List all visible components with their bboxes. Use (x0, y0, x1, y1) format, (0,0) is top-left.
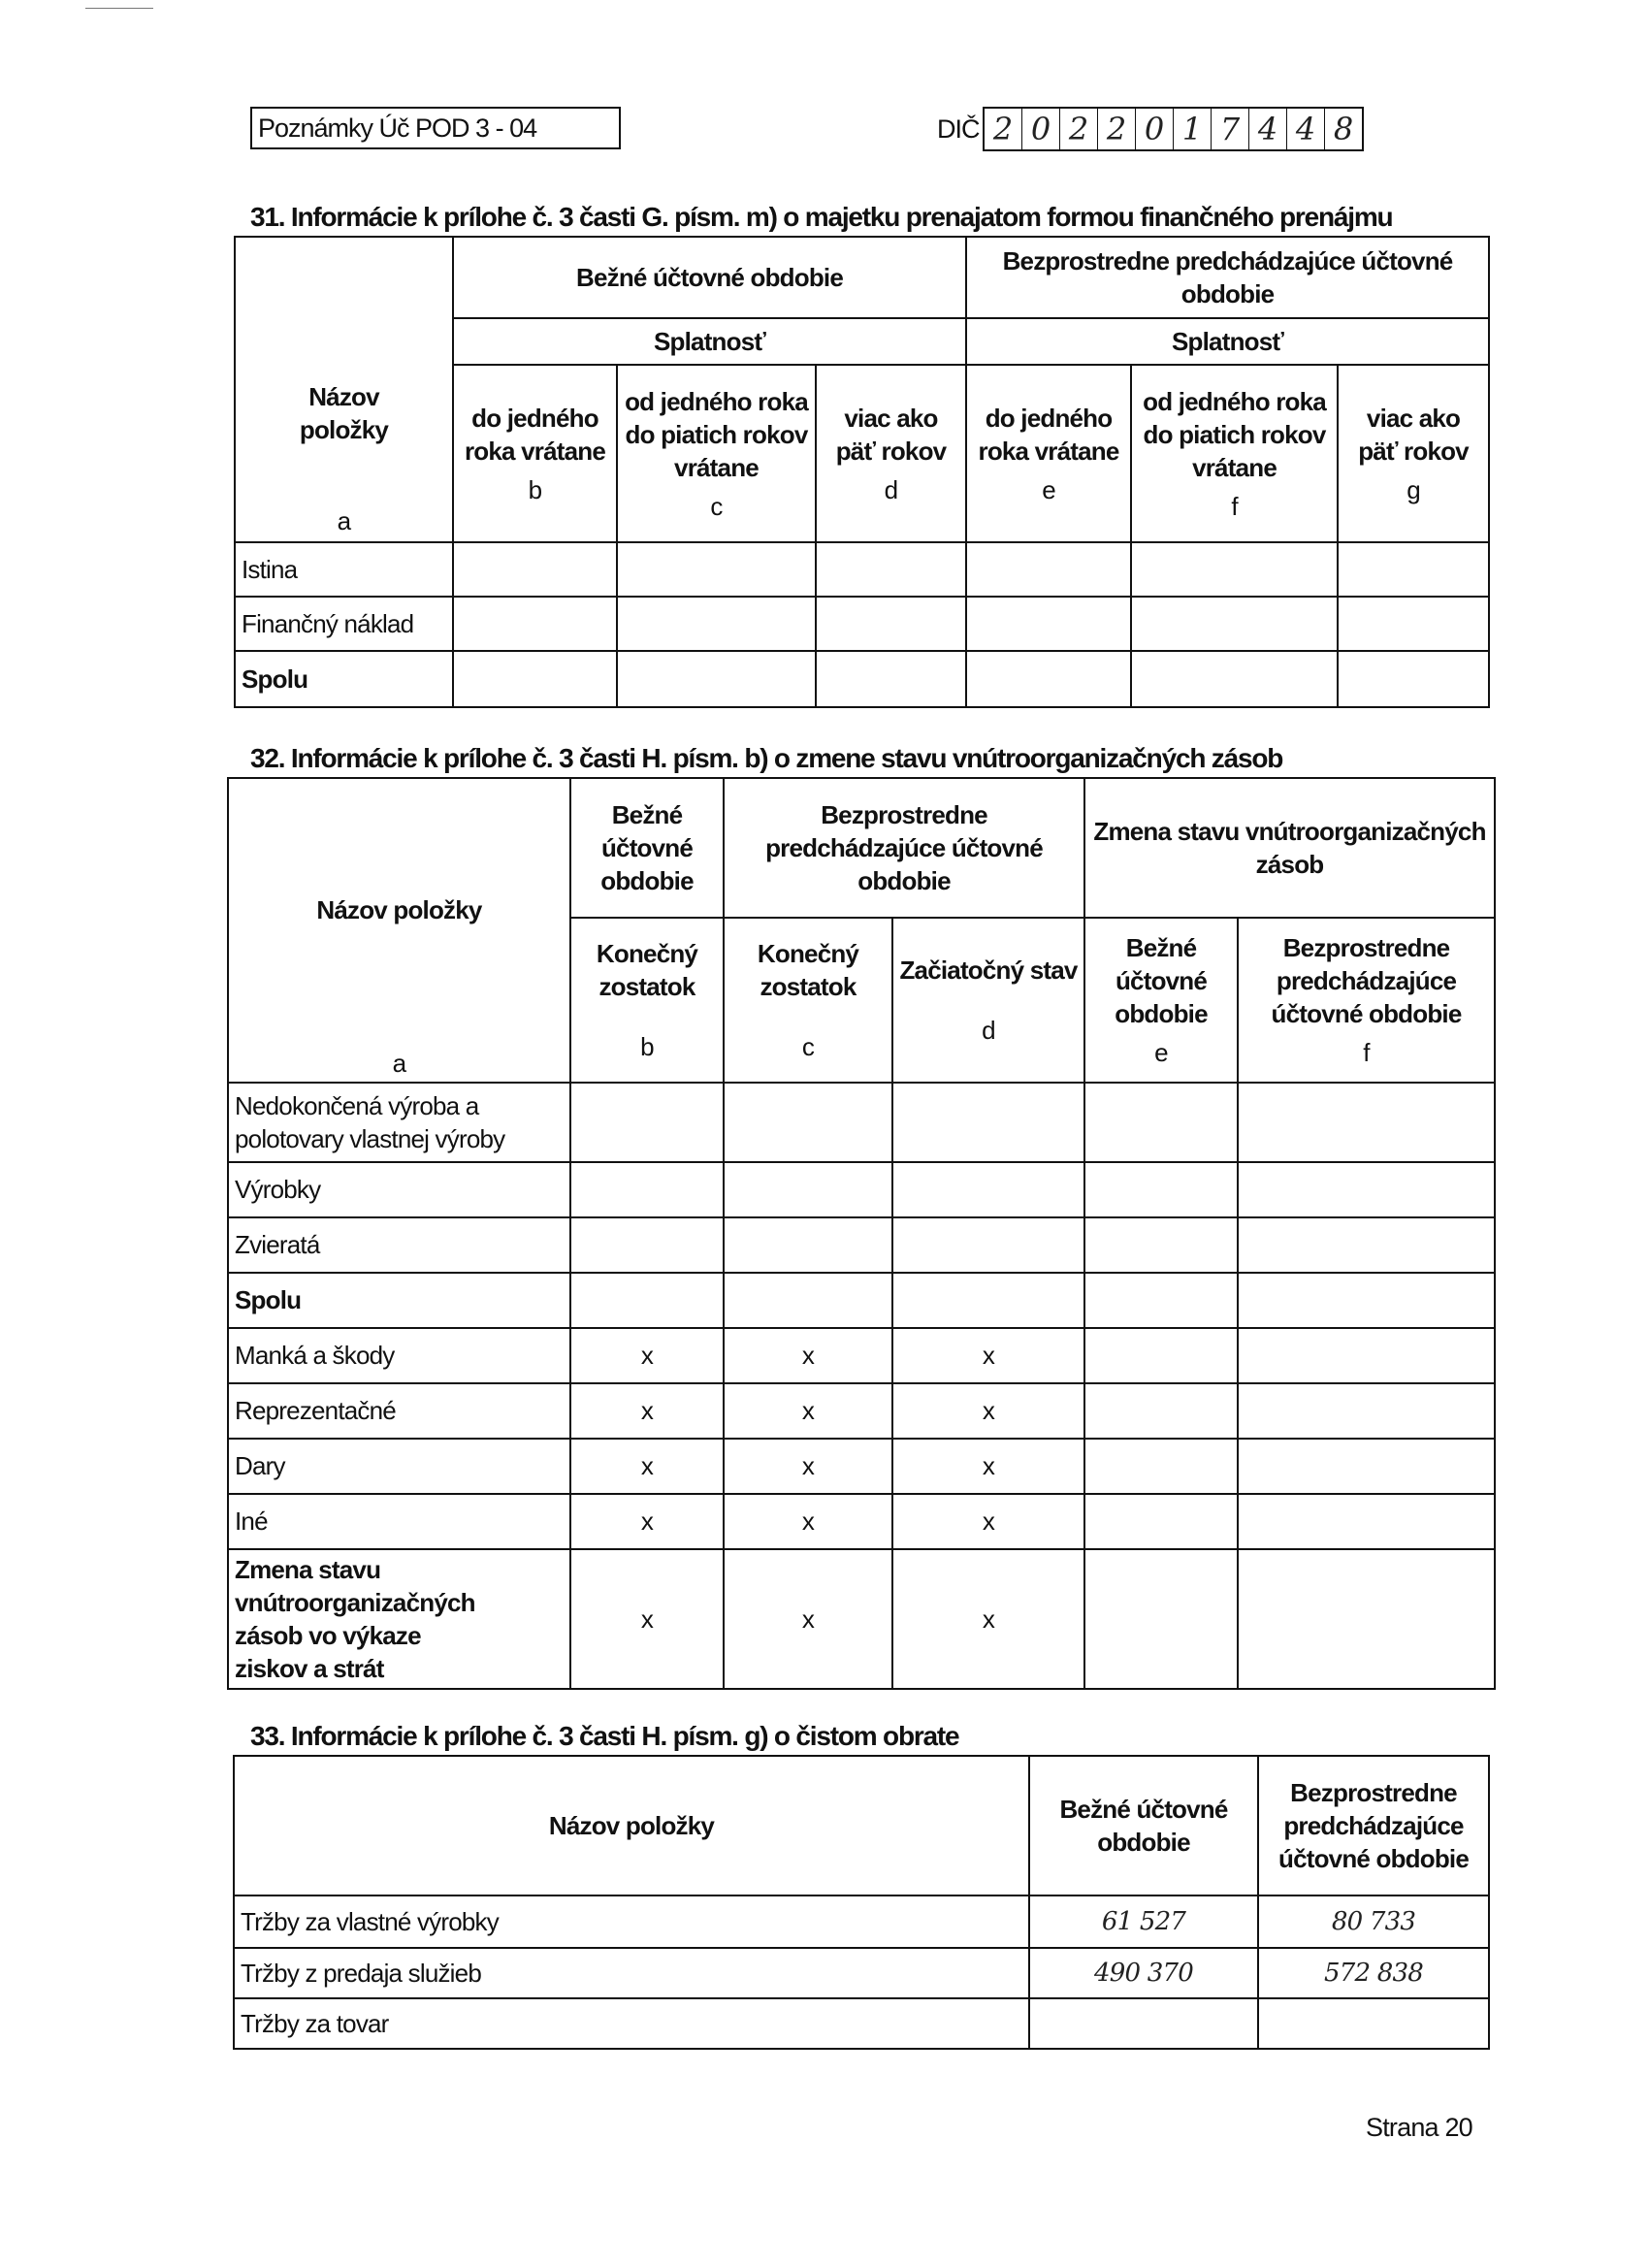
table-net-turnover (233, 1755, 1490, 2050)
col-header-previous: Bezprostredne predchádzajúce účtovné obdobie (1258, 1756, 1489, 1895)
col-header-d: Začiatočný stav d (892, 918, 1084, 1083)
value-current[interactable]: 490 370 (1029, 1948, 1258, 1998)
value-current[interactable] (1029, 1998, 1258, 2049)
dic-digit[interactable]: 4 (1249, 109, 1287, 149)
cell-input[interactable] (570, 1083, 724, 1162)
cell-disabled: x (724, 1328, 892, 1383)
dic-field[interactable] (983, 107, 1364, 151)
value-previous[interactable]: 572 838 (1258, 1948, 1489, 1998)
col-header-e: do jedného roka vrátane e (966, 365, 1131, 542)
col-header-name: Názov položky (234, 1756, 1029, 1895)
group-current-period: Bežné účtovné obdobie (570, 778, 724, 918)
cell-input[interactable] (1131, 651, 1338, 707)
table-row (228, 1439, 1495, 1494)
scan-artifact (85, 8, 153, 9)
cell-input[interactable] (1338, 597, 1489, 651)
row-label: Zmena stavu vnútroorganizačných zásob vo výkaze ziskov a strát (228, 1549, 570, 1689)
cell-input[interactable] (1238, 1549, 1495, 1689)
row-label: Manká a škody (228, 1328, 570, 1383)
cell-input[interactable] (1084, 1494, 1238, 1549)
cell-input[interactable] (1084, 1162, 1238, 1217)
cell-disabled: x (892, 1383, 1084, 1439)
cell-disabled: x (892, 1328, 1084, 1383)
cell-input[interactable] (892, 1217, 1084, 1273)
cell-input[interactable] (617, 651, 816, 707)
cell-input[interactable] (1084, 1439, 1238, 1494)
table-row (228, 1383, 1495, 1439)
cell-input[interactable] (816, 597, 966, 651)
group-previous-period: Bezprostredne predchádzajúce účtovné obdobie (966, 237, 1489, 318)
row-label: Tržby z predaja služieb (234, 1948, 1029, 1998)
cell-input[interactable] (892, 1162, 1084, 1217)
col-header-f: od jedného roka do piatich rokov vrátane f (1131, 365, 1338, 542)
cell-input[interactable] (570, 1217, 724, 1273)
cell-input[interactable] (570, 1273, 724, 1328)
cell-input[interactable] (1238, 1439, 1495, 1494)
table-row-total (228, 1549, 1495, 1689)
col-header-d: viac ako päť rokov d (816, 365, 966, 542)
col-header-e: Bežné účtovné obdobie e (1084, 918, 1238, 1083)
value-previous[interactable]: 80 733 (1258, 1895, 1489, 1948)
dic-digit[interactable]: 2 (1098, 109, 1136, 149)
row-label: Iné (228, 1494, 570, 1549)
cell-input[interactable] (453, 597, 617, 651)
dic-digit[interactable]: 8 (1333, 111, 1354, 147)
cell-input[interactable] (1084, 1083, 1238, 1162)
value-previous[interactable] (1258, 1998, 1489, 2049)
cell-input[interactable] (1084, 1273, 1238, 1328)
cell-input[interactable] (966, 597, 1131, 651)
table-row (234, 1895, 1489, 1948)
cell-input[interactable] (1238, 1217, 1495, 1273)
col-header-c: od jedného roka do piatich rokov vrátane c (617, 365, 816, 542)
cell-input[interactable] (1084, 1383, 1238, 1439)
cell-input[interactable] (724, 1217, 892, 1273)
cell-input[interactable] (816, 542, 966, 597)
col-header-c: Konečný zostatok c (724, 918, 892, 1083)
dic-digit[interactable]: 0 (1136, 109, 1174, 149)
col-header-f: Bezprostredne predchádzajúce účtovné obdobie f (1238, 918, 1495, 1083)
table-row (228, 1083, 1495, 1162)
cell-disabled: x (892, 1494, 1084, 1549)
table-row (228, 1328, 1495, 1383)
cell-disabled: x (724, 1383, 892, 1439)
table-financial-lease (234, 236, 1490, 708)
row-label: Tržby za tovar (234, 1998, 1029, 2049)
table-row (228, 1494, 1495, 1549)
table-row (234, 1998, 1489, 2049)
dic-digit[interactable]: 4 (1287, 109, 1325, 149)
cell-input[interactable] (617, 597, 816, 651)
cell-input[interactable] (1084, 1328, 1238, 1383)
cell-input[interactable] (724, 1162, 892, 1217)
dic-digit[interactable]: 7 (1212, 109, 1249, 149)
cell-input[interactable] (1338, 542, 1489, 597)
col-header-name: Názov položky a (235, 237, 453, 542)
cell-input[interactable] (570, 1162, 724, 1217)
cell-input[interactable] (724, 1083, 892, 1162)
col-header-name: Názov položky a (228, 778, 570, 1083)
cell-disabled: x (892, 1549, 1084, 1689)
row-label: Spolu (228, 1273, 570, 1328)
row-label: Zvieratá (228, 1217, 570, 1273)
cell-input[interactable] (453, 542, 617, 597)
dic-digit[interactable]: 1 (1174, 109, 1212, 149)
group-previous-period: Bezprostredne predchádzajúce účtovné obdobie (724, 778, 1084, 918)
row-label: Tržby za vlastné výrobky (234, 1895, 1029, 1948)
row-label: Reprezentačné (228, 1383, 570, 1439)
cell-input[interactable] (816, 651, 966, 707)
table-row (228, 1217, 1495, 1273)
table-row (234, 1948, 1489, 1998)
table-row-total (228, 1273, 1495, 1328)
cell-input[interactable] (1238, 1494, 1495, 1549)
row-label: Výrobky (228, 1162, 570, 1217)
cell-input[interactable] (1238, 1328, 1495, 1383)
cell-input[interactable] (453, 651, 617, 707)
form-label-box (250, 107, 621, 149)
cell-input[interactable] (617, 542, 816, 597)
dic-digit[interactable]: 0 (1022, 109, 1060, 149)
table-inventory-change (227, 777, 1496, 1690)
table-row (235, 597, 1489, 651)
cell-disabled: x (570, 1439, 724, 1494)
row-label: Finančný náklad (235, 597, 453, 651)
maturity-header-previous: Splatnosť (966, 318, 1489, 365)
cell-input[interactable] (1084, 1217, 1238, 1273)
cell-disabled: x (570, 1549, 724, 1689)
row-label: Dary (228, 1439, 570, 1494)
col-header-b: Konečný zostatok b (570, 918, 724, 1083)
cell-disabled: x (724, 1439, 892, 1494)
group-current-period: Bežné účtovné obdobie (453, 237, 966, 318)
value-current[interactable]: 61 527 (1029, 1895, 1258, 1948)
table-row-total (235, 651, 1489, 707)
cell-input[interactable] (966, 542, 1131, 597)
cell-disabled: x (570, 1494, 724, 1549)
table-row (235, 542, 1489, 597)
section-32-title: 32. Informácie k prílohe č. 3 časti H. písm. b) o zmene stavu vnútroorganizačných zásob (250, 743, 1283, 773)
form-label: Poznámky Úč POD 3 - 04 (258, 113, 537, 143)
cell-disabled: x (724, 1549, 892, 1689)
cell-disabled: x (724, 1494, 892, 1549)
row-label: Nedokončená výroba a polotovary vlastnej výroby (228, 1083, 570, 1162)
cell-input[interactable] (724, 1273, 892, 1328)
cell-input[interactable] (892, 1273, 1084, 1328)
section-31-title: 31. Informácie k prílohe č. 3 časti G. písm. m) o majetku prenajatom formou finančného prenájmu (250, 202, 1393, 232)
col-header-b: do jedného roka vrátane b (453, 365, 617, 542)
maturity-header-current: Splatnosť (453, 318, 966, 365)
group-inventory-change: Zmena stavu vnútroorganizačných zásob (1084, 778, 1495, 918)
cell-disabled: x (570, 1328, 724, 1383)
cell-input[interactable] (1131, 597, 1338, 651)
dic-label: DIČ (937, 114, 980, 144)
section-33-title: 33. Informácie k prílohe č. 3 časti H. písm. g) o čistom obrate (250, 1721, 959, 1751)
cell-input[interactable] (1338, 651, 1489, 707)
cell-input[interactable] (1238, 1273, 1495, 1328)
page-number: Strana 20 (1366, 2113, 1472, 2142)
cell-disabled: x (570, 1383, 724, 1439)
cell-input[interactable] (1131, 542, 1338, 597)
row-label: Istina (235, 542, 453, 597)
cell-input[interactable] (966, 651, 1131, 707)
cell-disabled: x (892, 1439, 1084, 1494)
dic-digit[interactable]: 2 (985, 109, 1022, 149)
row-label: Spolu (235, 651, 453, 707)
col-header-g: viac ako päť rokov g (1338, 365, 1489, 542)
col-header-current: Bežné účtovné obdobie (1029, 1756, 1258, 1895)
cell-input[interactable] (1238, 1162, 1495, 1217)
cell-input[interactable] (1084, 1549, 1238, 1689)
cell-input[interactable] (1238, 1383, 1495, 1439)
dic-digit[interactable]: 2 (1060, 109, 1098, 149)
cell-input[interactable] (1238, 1083, 1495, 1162)
cell-input[interactable] (892, 1083, 1084, 1162)
table-row (228, 1162, 1495, 1217)
